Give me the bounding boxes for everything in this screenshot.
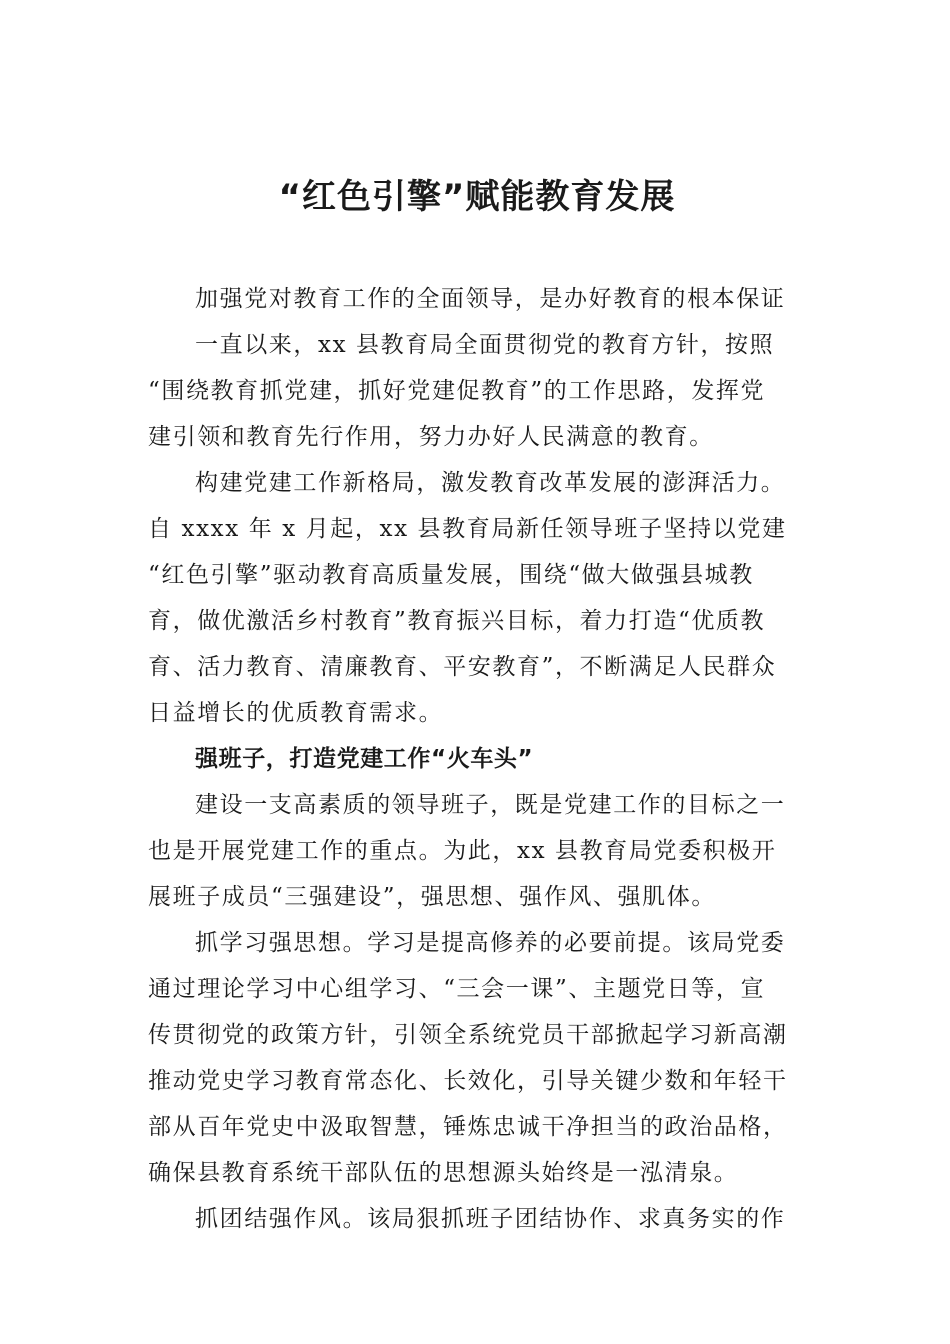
paragraph-line: 自 xxxx 年 x 月起，xx 县教育局新任领导班子坚持以党建: [148, 516, 787, 542]
document-title: “红色引擎”赋能教育发展: [278, 177, 676, 217]
paragraph-line: “围绕教育抓党建，抓好党建促教育”的工作思路，发挥党: [148, 378, 766, 404]
paragraph-line: 通过理论学习中心组学习、“三会一课”、主题党日等，宣: [148, 976, 766, 1002]
paragraph-line: 加强党对教育工作的全面领导，是办好教育的根本保证: [195, 286, 786, 312]
paragraph-line: 部从百年党史中汲取智慧，锤炼忠诚干净担当的政治品格，: [148, 1114, 788, 1140]
paragraph-line: 育、活力教育、清廉教育、平安教育”，不断满足人民群众: [148, 654, 777, 680]
paragraph-line: 育，做优激活乡村教育”教育振兴目标，着力打造“优质教: [148, 608, 766, 634]
paragraph-line: 传贯彻党的政策方针，引领全系统党员干部掀起学习新高潮: [148, 1022, 788, 1048]
document-body: [148, 276, 806, 1242]
paragraph-line: 一直以来，xx 县教育局全面贯彻党的教育方针，按照: [195, 332, 775, 358]
paragraph-line: 抓学习强思想。学习是提高修养的必要前提。该局党委: [195, 930, 786, 956]
paragraph-line: 日益增长的优质教育需求。: [148, 700, 444, 726]
paragraph-line: 展班子成员“三强建设”，强思想、强作风、强肌体。: [148, 884, 716, 910]
paragraph-line: 推动党史学习教育常态化、长效化，引导关键少数和年轻干: [148, 1068, 788, 1094]
paragraph-line: 也是开展党建工作的重点。为此，xx 县教育局党委积极开: [148, 838, 777, 864]
paragraph-line: 确保县教育系统干部队伍的思想源头始终是一泓清泉。: [148, 1160, 739, 1186]
paragraph-line: 抓团结强作风。该局狠抓班子团结协作、求真务实的作: [195, 1206, 786, 1232]
paragraph-line: 建引领和教育先行作用，努力办好人民满意的教育。: [148, 424, 714, 450]
section-heading: 强班子，打造党建工作“火车头”: [195, 746, 534, 772]
paragraph-line: “红色引擎”驱动教育高质量发展，围绕“做大做强县城教: [148, 562, 754, 588]
paragraph-line: 构建党建工作新格局，激发教育改革发展的澎湃活力。: [195, 470, 786, 496]
paragraph-line: 建设一支高素质的领导班子，既是党建工作的目标之一: [195, 792, 786, 818]
